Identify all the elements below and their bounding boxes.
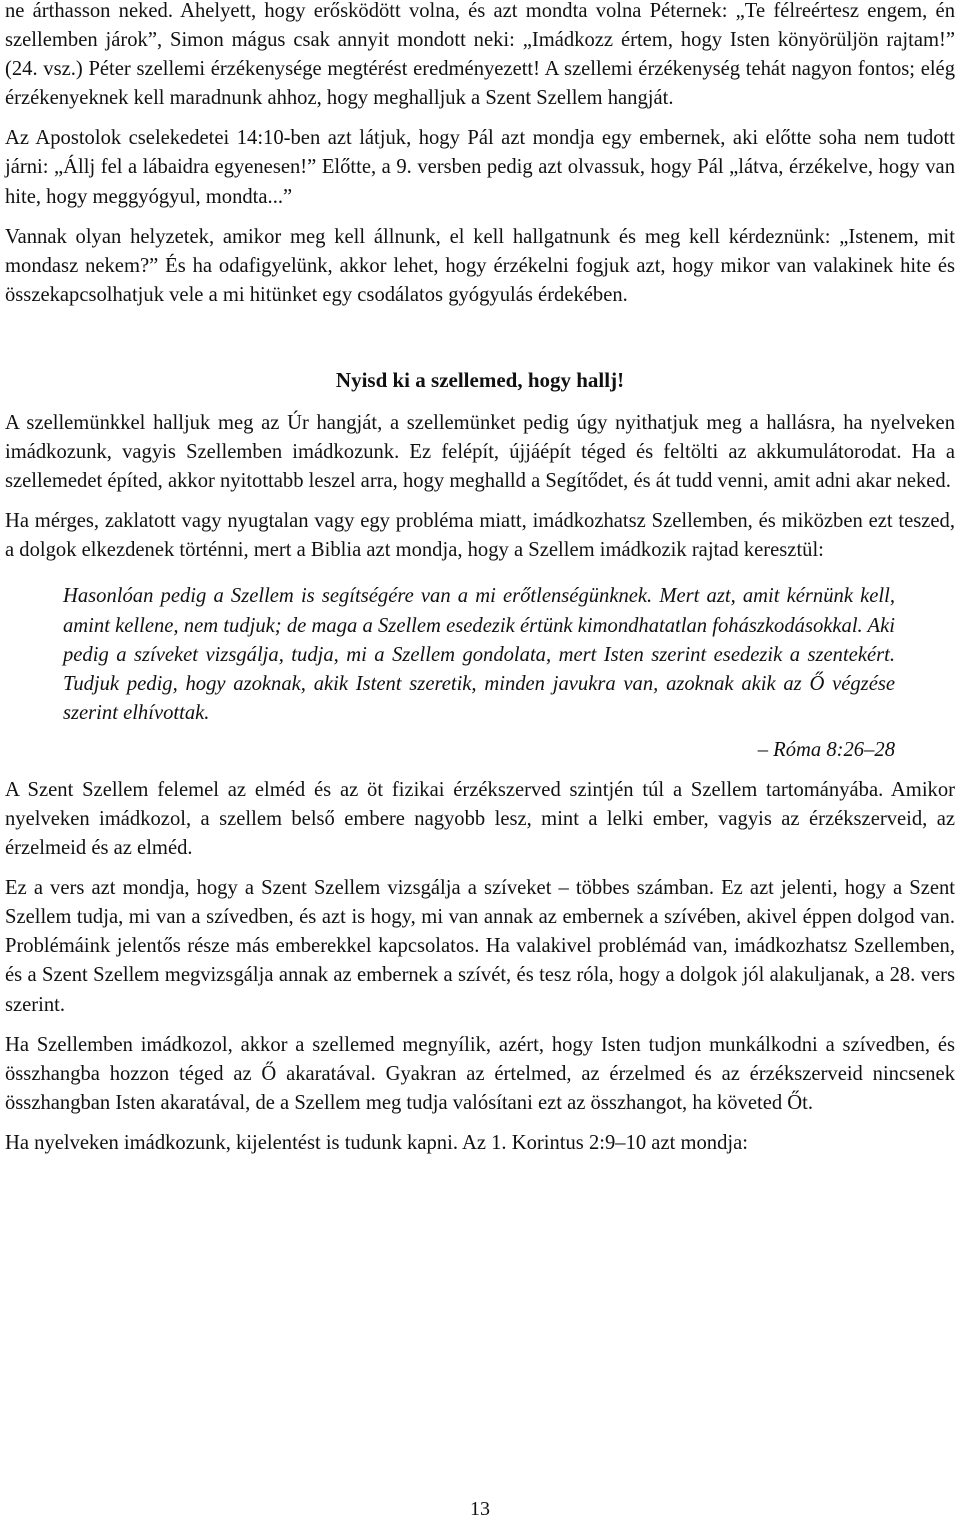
paragraph: ne árthasson neked. Ahelyett, hogy erősködött volna, és azt mondta volna Péternek: „Te félreértesz engem, én szellemben járok”, Simon mágus csak annyit mondott neki: „Imádkozz értem, hogy Isten könyörüljön rajtam!” (24. vsz.) Péter szellemi érzékenysége megtérést eredményezett! A szellemi érzékenység tehát nagyon fontos; elég érzékenyeknek kell maradnunk ahhoz, hogy meghalljuk a Szent Szellem hangját.: [5, 0, 955, 110]
paragraph: A szellemünkkel halljuk meg az Úr hangját, a szellemünket pedig úgy nyithatjuk meg a hallásra, ha nyelveken imádkozunk, vagyis Szellemben imádkozunk. Ez felépít, újjáépít téged és feltölti az akkumulátorodat. Ha a szellemedet építed, akkor nyitottabb leszel arra, hogy meghalld a Segítődet, és át tudd venni, amit adni akar neked.: [5, 411, 955, 493]
paragraph: Ha Szellemben imádkozol, akkor a szellemed megnyílik, azért, hogy Isten tudjon munkálkodni a szívedben, és összhangba hozzon téged az Ő akaratával. Gyakran az értelmed, az érzelmed és az érzékszerveid nincsenek összhangban Isten akaratával, de a Szellem meg tudja valósítani ezt az összhangot, ha követed Őt.: [5, 1033, 955, 1114]
page-number: 13: [470, 1498, 490, 1520]
paragraph: Ha nyelveken imádkozunk, kijelentést is tudunk kapni. Az 1. Korintus 2:9–10 azt mondja:: [5, 1131, 748, 1154]
paragraph: Ez a vers azt mondja, hogy a Szent Szellem vizsgálja a szíveket – többes számban. Ez azt jelenti, hogy a Szent Szellem tudja, mi van a szívedben, és azt is hogy, mi van annak az embernek a szívében, akivel éppen dolgod van. Problémáink jelentős része más emberekkel kapcsolatos. Ha valakivel problémád van, imádkozhatsz Szellemben, és a Szent Szellem megvizsgálja annak az embernek a szívét, és tesz róla, hogy a dolgok jól alakuljanak, a 28. vers szerint.: [5, 877, 955, 1016]
scripture-quote: Hasonlóan pedig a Szellem is segítségére van a mi erőtlenségünknek. Mert azt, amit kérnünk kell, amint kellene, nem tudjuk; de maga a Szellem esedezik értünk kimondhatatlan fohászkodásokkal. Aki pedig a szíveket vizsgálja, tudja, mi a Szellem gondolata, mert Isten szerint esedezik a szentekért. Tudjuk pedig, hogy azoknak, akik Istent szeretik, minden javukra van, azoknak akik az Ő végzése szerint elhívottak.: [63, 585, 895, 724]
section-heading: Nyisd ki a szellemed, hogy hallj!: [335, 367, 625, 392]
paragraph: Az Apostolok cselekedetei 14:10-ben azt látjuk, hogy Pál azt mondja egy embernek, aki előtte soha nem tudott járni: „Állj fel a lábaidra egyenesen!” Előtte, a 9. versben pedig azt olvassuk, hogy Pál „látva, érzékelve, hogy van hite, hogy meggyógyul, mondta...”: [5, 127, 955, 208]
paragraph: Vannak olyan helyzetek, amikor meg kell állnunk, el kell hallgatnunk és meg kell kérdeznünk: „Istenem, mit mondasz nekem?” És ha odafigyelünk, akkor lehet, hogy érzékelni fogjuk azt, hogy mikor van valakinek hite és összekapcsolhatjuk vele a mi hitünket egy csodálatos gyógyulás érdekében.: [5, 225, 955, 306]
paragraph: Ha mérges, zaklatott vagy nyugtalan vagy egy probléma miatt, imádkozhatsz Szellemben, és miközben ezt teszed, a dolgok elkezdenek történni, mert a Biblia azt mondja, hogy a Szellem imádkozik rajtad keresztül:: [5, 510, 955, 562]
scripture-reference: – Róma 8:26–28: [757, 738, 895, 761]
paragraph: A Szent Szellem felemel az elméd és az öt fizikai érzékszerved szintjén túl a Szellem tartományába. Amikor nyelveken imádkozol, a szellem belső embere nagyobb lesz, mint a lelki ember, vagyis az érzékszerveid, az érzelmeid és az elméd.: [5, 778, 955, 860]
document-page: [5, 0, 955, 1158]
